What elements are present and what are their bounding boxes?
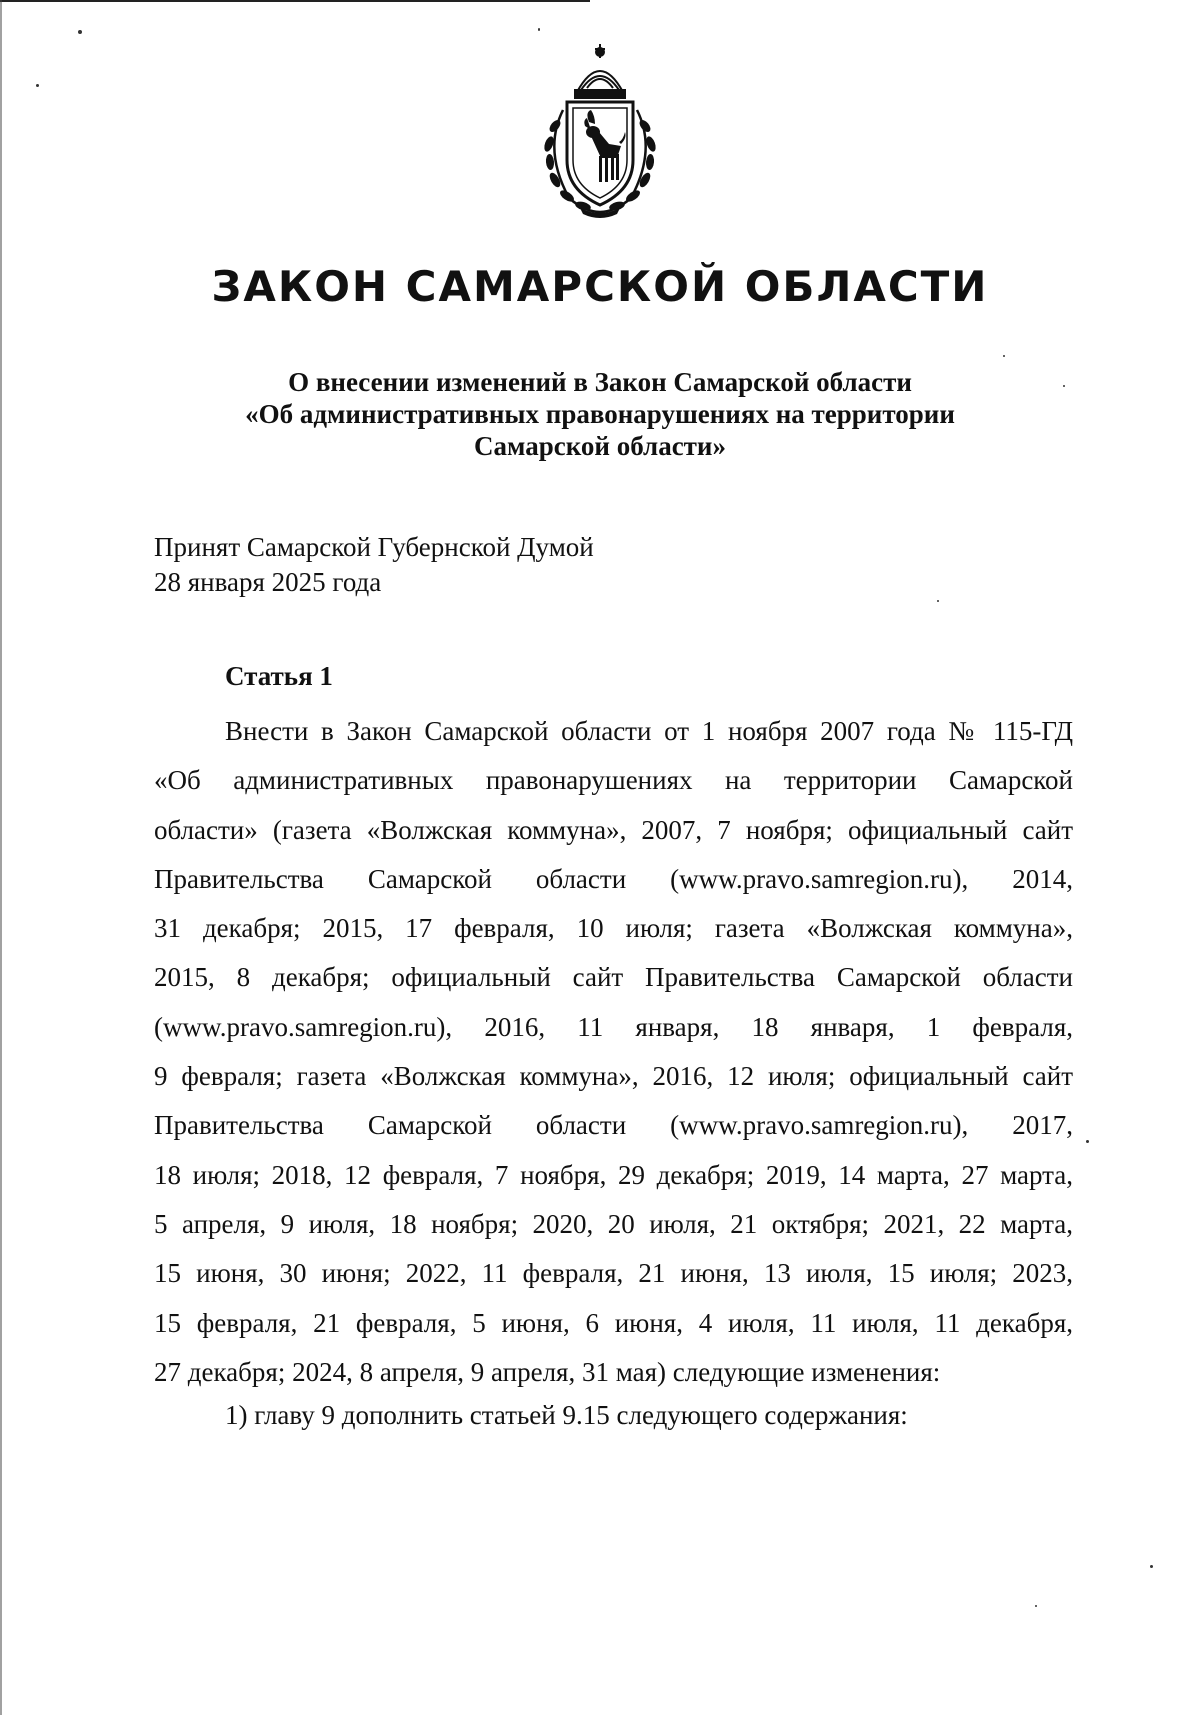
article-line: 9 февраля; газета «Волжская коммуна», 2016, 12 июля; официальный сайт — [154, 1061, 1073, 1092]
article-line: 2015, 8 декабря; официальный сайт Правительства Самарской области — [154, 962, 1073, 993]
article-body — [154, 707, 1073, 1397]
article-line: (www.pravo.samregion.ru), 2016, 11 января, 18 января, 1 февраля, — [154, 1011, 1073, 1042]
adoption-date: 28 января 2025 года — [154, 567, 382, 597]
article-line: Внести в Закон Самарской области от 1 ноября 2007 года № 115-ГД — [225, 716, 1073, 746]
scan-left-edge — [0, 0, 2, 1715]
subtitle-line: Самарской области» — [474, 431, 726, 461]
scan-speck — [937, 600, 939, 602]
samara-coat-of-arms-emblem — [525, 40, 675, 220]
scan-speck — [1063, 385, 1065, 387]
article-heading: Статья 1 — [225, 661, 333, 691]
article-line: Правительства Самарской области (www.pravo.samregion.ru), 2017, — [154, 1110, 1073, 1141]
scan-speck — [1003, 355, 1005, 357]
subtitle-line: «Об административных правонарушениях на территории — [245, 399, 955, 429]
scan-speck — [1150, 1565, 1153, 1568]
law-title: ЗАКОН САМАРСКОЙ ОБЛАСТИ — [211, 262, 989, 311]
amendment-item-1: 1) главу 9 дополнить статьей 9.15 следующего содержания: — [225, 1400, 908, 1430]
article-line: 15 февраля, 21 февраля, 5 июня, 6 июня, 4 июля, 11 июля, 11 декабря, — [154, 1307, 1073, 1338]
article-line: области» (газета «Волжская коммуна», 2007, 7 ноября; официальный сайт — [154, 814, 1073, 845]
adoption-block — [154, 530, 594, 600]
subtitle-line: О внесении изменений в Закон Самарской области — [288, 367, 912, 397]
article-line: 18 июля; 2018, 12 февраля, 7 ноября, 29 декабря; 2019, 14 марта, 27 марта, — [154, 1159, 1073, 1190]
scan-speck — [538, 28, 540, 31]
law-subtitle — [0, 366, 1200, 462]
article-line: «Об административных правонарушениях на территории Самарской — [154, 765, 1073, 796]
scan-top-edge — [0, 0, 590, 2]
article-line: 31 декабря; 2015, 17 февраля, 10 июля; газета «Волжская коммуна», — [154, 913, 1073, 944]
article-line: 27 декабря; 2024, 8 апреля, 9 апреля, 31 мая) следующие изменения: — [154, 1356, 941, 1387]
scan-speck — [36, 84, 39, 87]
article-line: 5 апреля, 9 июля, 18 ноября; 2020, 20 июля, 21 октября; 2021, 22 марта, — [154, 1208, 1073, 1239]
scan-speck — [1086, 1140, 1089, 1143]
article-line: Правительства Самарской области (www.pravo.samregion.ru), 2014, — [154, 863, 1073, 894]
article-line: 15 июня, 30 июня; 2022, 11 февраля, 21 июня, 13 июля, 15 июля; 2023, — [154, 1258, 1073, 1289]
adoption-body: Принят Самарской Губернской Думой — [154, 532, 594, 562]
emblem-crown — [575, 44, 625, 98]
scan-speck — [1035, 1605, 1037, 1607]
scan-speck — [78, 30, 82, 34]
